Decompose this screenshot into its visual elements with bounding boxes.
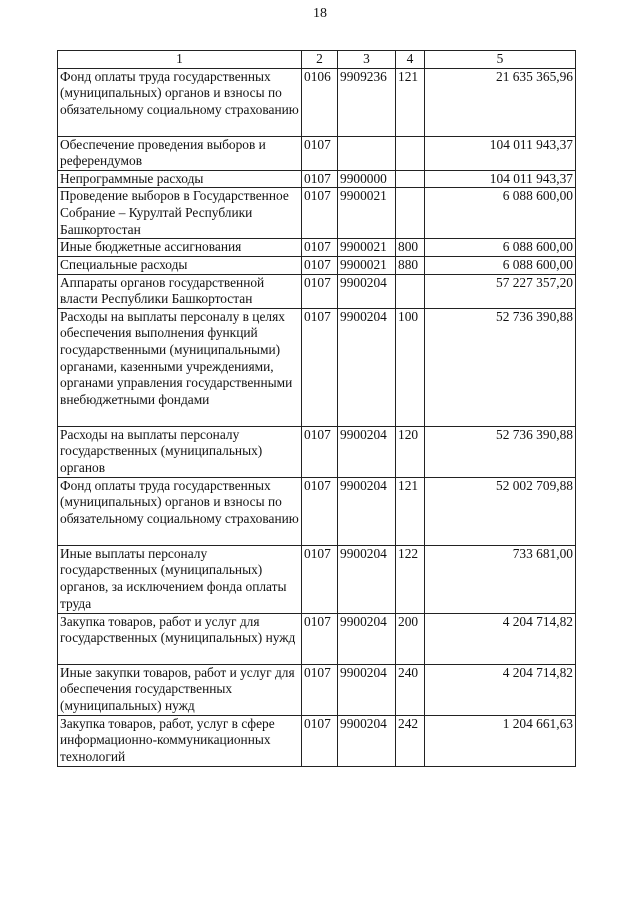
row-type-code: 242 bbox=[396, 715, 425, 766]
row-section-code: 0107 bbox=[302, 664, 338, 715]
column-header-1: 1 bbox=[58, 51, 302, 69]
row-type-code bbox=[396, 188, 425, 239]
row-section-code: 0107 bbox=[302, 274, 338, 308]
row-article-code: 9900021 bbox=[338, 188, 396, 239]
row-amount: 4 204 714,82 bbox=[425, 664, 576, 715]
row-name-cell: Расходы на выплаты персоналу в целях обеспечения выполнения функций государственными (муниципальными) органами, казенными учреждениями, органами управления государственными внебюджетными фондами bbox=[58, 308, 302, 426]
row-type-code: 200 bbox=[396, 613, 425, 664]
row-name-cell: Обеспечение проведения выборов и референдумов bbox=[58, 136, 302, 170]
column-header-3: 3 bbox=[338, 51, 396, 69]
row-amount: 4 204 714,82 bbox=[425, 613, 576, 664]
row-article-code bbox=[338, 136, 396, 170]
row-section-code: 0107 bbox=[302, 188, 338, 239]
row-section-code: 0107 bbox=[302, 308, 338, 426]
row-name-cell: Фонд оплаты труда государственных (муниципальных) органов и взносы по обязательному социальному страхованию bbox=[58, 68, 302, 136]
row-name-cell: Закупка товаров, работ и услуг для государственных (муниципальных) нужд bbox=[58, 613, 302, 664]
row-article-code: 9900204 bbox=[338, 274, 396, 308]
row-article-code: 9900204 bbox=[338, 308, 396, 426]
row-type-code: 122 bbox=[396, 545, 425, 613]
row-type-code bbox=[396, 136, 425, 170]
row-name-cell: Закупка товаров, работ, услуг в сфере информационно-коммуникационных технологий bbox=[58, 715, 302, 766]
row-article-code: 9900021 bbox=[338, 239, 396, 257]
row-name-cell: Непрограммные расходы bbox=[58, 170, 302, 188]
column-header-5: 5 bbox=[425, 51, 576, 69]
row-section-code: 0107 bbox=[302, 715, 338, 766]
row-section-code: 0107 bbox=[302, 477, 338, 545]
row-section-code: 0107 bbox=[302, 256, 338, 274]
row-type-code: 100 bbox=[396, 308, 425, 426]
row-section-code: 0107 bbox=[302, 426, 338, 477]
table-row bbox=[58, 426, 576, 477]
table-body bbox=[58, 68, 576, 766]
table-row bbox=[58, 613, 576, 664]
table-row bbox=[58, 239, 576, 257]
row-article-code: 9900204 bbox=[338, 664, 396, 715]
row-type-code: 880 bbox=[396, 256, 425, 274]
row-section-code: 0107 bbox=[302, 136, 338, 170]
row-name-cell: Фонд оплаты труда государственных (муниципальных) органов и взносы по обязательному социальному страхованию bbox=[58, 477, 302, 545]
row-amount: 52 736 390,88 bbox=[425, 426, 576, 477]
row-amount: 733 681,00 bbox=[425, 545, 576, 613]
row-amount: 52 736 390,88 bbox=[425, 308, 576, 426]
column-header-2: 2 bbox=[302, 51, 338, 69]
row-article-code: 9900204 bbox=[338, 545, 396, 613]
row-amount: 104 011 943,37 bbox=[425, 170, 576, 188]
page-number: 18 bbox=[313, 6, 327, 21]
row-amount: 6 088 600,00 bbox=[425, 239, 576, 257]
row-type-code: 800 bbox=[396, 239, 425, 257]
row-amount: 52 002 709,88 bbox=[425, 477, 576, 545]
row-name-cell: Аппараты органов государственной власти Республики Башкортостан bbox=[58, 274, 302, 308]
row-type-code: 121 bbox=[396, 477, 425, 545]
row-amount: 104 011 943,37 bbox=[425, 136, 576, 170]
row-section-code: 0107 bbox=[302, 239, 338, 257]
row-article-code: 9900204 bbox=[338, 477, 396, 545]
table-row bbox=[58, 274, 576, 308]
table-row bbox=[58, 68, 576, 136]
row-amount: 57 227 357,20 bbox=[425, 274, 576, 308]
row-section-code: 0107 bbox=[302, 170, 338, 188]
row-name-cell: Иные бюджетные ассигнования bbox=[58, 239, 302, 257]
row-article-code: 9900000 bbox=[338, 170, 396, 188]
table-row bbox=[58, 188, 576, 239]
table-header-row bbox=[58, 51, 576, 69]
row-name-cell: Иные закупки товаров, работ и услуг для обеспечения государственных (муниципальных) нужд bbox=[58, 664, 302, 715]
column-header-4: 4 bbox=[396, 51, 425, 69]
row-article-code: 9900204 bbox=[338, 426, 396, 477]
table-row bbox=[58, 477, 576, 545]
row-article-code: 9900204 bbox=[338, 613, 396, 664]
row-amount: 21 635 365,96 bbox=[425, 68, 576, 136]
table-row bbox=[58, 664, 576, 715]
budget-table bbox=[57, 50, 576, 767]
row-type-code: 120 bbox=[396, 426, 425, 477]
row-article-code: 9900021 bbox=[338, 256, 396, 274]
table-row bbox=[58, 170, 576, 188]
table-row bbox=[58, 256, 576, 274]
row-type-code bbox=[396, 274, 425, 308]
row-section-code: 0106 bbox=[302, 68, 338, 136]
row-article-code: 9909236 bbox=[338, 68, 396, 136]
row-amount: 1 204 661,63 bbox=[425, 715, 576, 766]
row-name-cell: Иные выплаты персоналу государственных (муниципальных) органов, за исключением фонда оплаты труда bbox=[58, 545, 302, 613]
row-name-cell: Расходы на выплаты персоналу государственных (муниципальных) органов bbox=[58, 426, 302, 477]
row-name-cell: Проведение выборов в Государственное Собрание – Курултай Республики Башкортостан bbox=[58, 188, 302, 239]
table-row bbox=[58, 136, 576, 170]
row-type-code: 121 bbox=[396, 68, 425, 136]
table-row bbox=[58, 545, 576, 613]
row-type-code bbox=[396, 170, 425, 188]
row-amount: 6 088 600,00 bbox=[425, 188, 576, 239]
row-section-code: 0107 bbox=[302, 545, 338, 613]
row-name-cell: Специальные расходы bbox=[58, 256, 302, 274]
row-section-code: 0107 bbox=[302, 613, 338, 664]
row-amount: 6 088 600,00 bbox=[425, 256, 576, 274]
row-type-code: 240 bbox=[396, 664, 425, 715]
table-row bbox=[58, 715, 576, 766]
row-article-code: 9900204 bbox=[338, 715, 396, 766]
table-row bbox=[58, 308, 576, 426]
